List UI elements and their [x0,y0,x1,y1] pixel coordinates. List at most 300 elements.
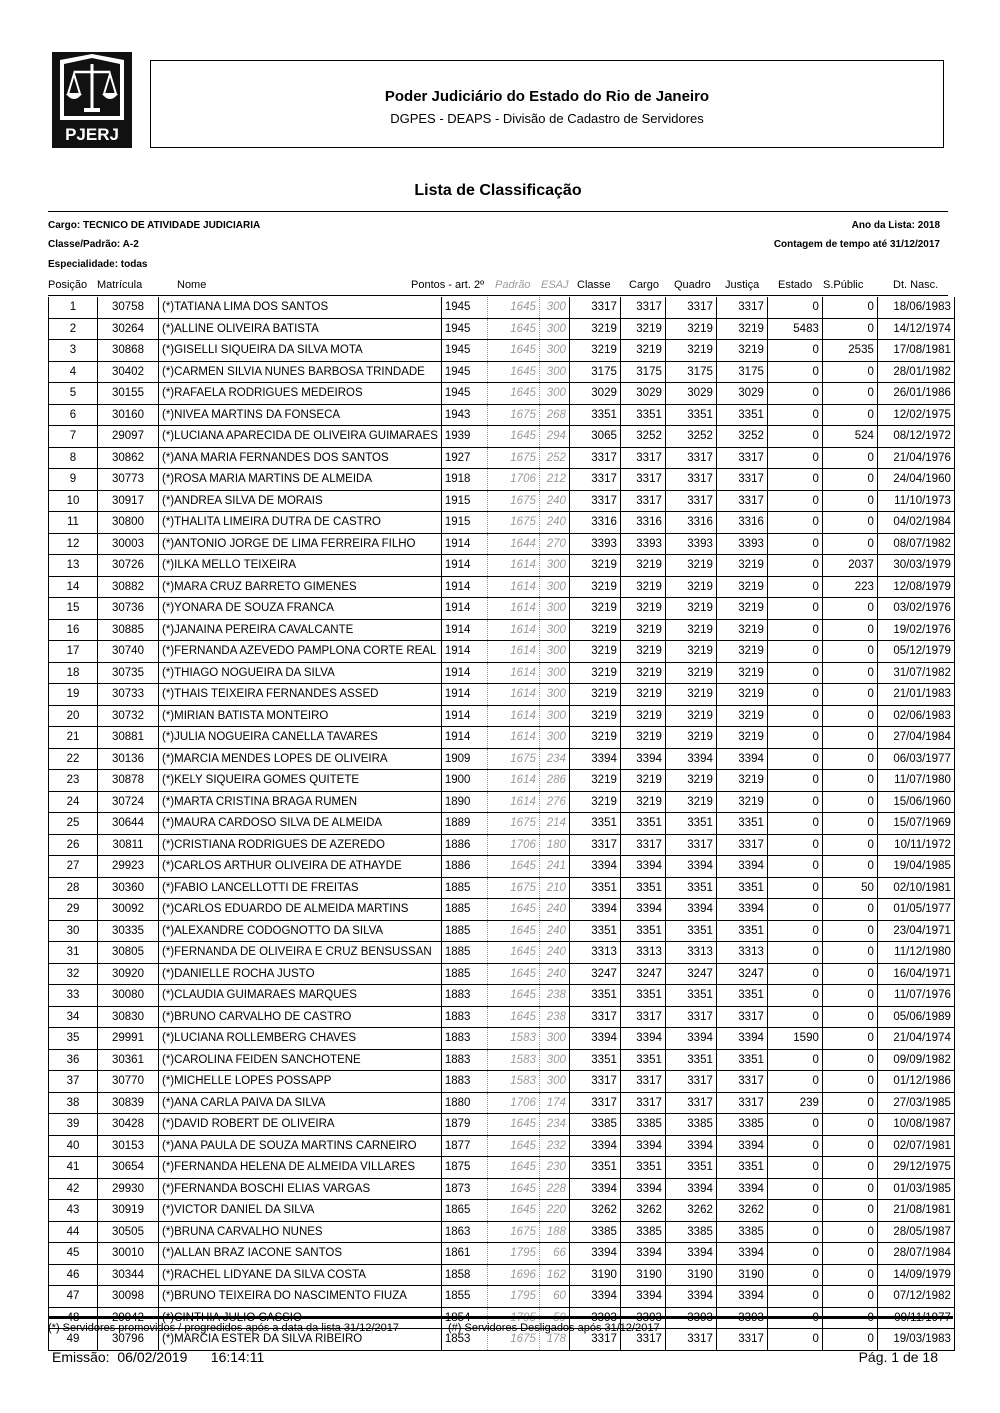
cell-estado: 0 [767,1114,822,1136]
cell-quadro: 3219 [665,340,716,362]
cell-spublic: 0 [822,1243,877,1265]
cell-justica: 3351 [716,920,767,942]
cell-nome: (*)BRUNO TEIXEIRA DO NASCIMENTO FIUZA [159,1286,442,1308]
cell-esaj: 300 [539,340,569,362]
cell-dtnasc: 11/10/1973 [877,490,954,512]
cell-pontos: 1939 [441,426,487,448]
cell-pontos: 1865 [441,1200,487,1222]
cell-matricula: 30335 [98,920,159,942]
cell-dtnasc: 28/07/1984 [877,1243,954,1265]
cell-dtnasc: 24/04/1960 [877,469,954,491]
cell-matricula: 30796 [98,1329,159,1351]
col-posicao: Posição [48,279,88,291]
header-box [150,60,944,148]
cell-classe: 3385 [569,1221,620,1243]
cell-posicao: 27 [49,856,98,878]
table-row [49,1243,955,1265]
cell-cargo: 3219 [620,684,665,706]
cell-justica: 3394 [716,1135,767,1157]
cell-padrao: 1706 [487,834,539,856]
cell-justica: 3252 [716,426,767,448]
cell-classe: 3394 [569,1178,620,1200]
cell-esaj: 300 [539,1028,569,1050]
cell-spublic: 0 [822,297,877,318]
cell-padrao: 1614 [487,598,539,620]
cell-nome: (*)ROSA MARIA MARTINS DE ALMEIDA [159,469,442,491]
title-divider [48,211,948,212]
cell-justica: 3190 [716,1264,767,1286]
cell-padrao: 1645 [487,1114,539,1136]
cell-classe: 3219 [569,576,620,598]
table-row [49,404,955,426]
cell-spublic: 0 [822,619,877,641]
cell-pontos: 1877 [441,1135,487,1157]
cell-justica: 3219 [716,641,767,663]
cell-quadro: 3219 [665,619,716,641]
cell-estado: 0 [767,1157,822,1179]
cell-estado: 239 [767,1092,822,1114]
cell-matricula: 30839 [98,1092,159,1114]
cell-quadro: 3351 [665,1157,716,1179]
cell-pontos: 1883 [441,1049,487,1071]
cell-esaj: 230 [539,1157,569,1179]
cell-matricula: 30136 [98,748,159,770]
cell-dtnasc: 02/10/1981 [877,877,954,899]
table-row [49,576,955,598]
cell-quadro: 3394 [665,1286,716,1308]
cell-dtnasc: 23/04/1971 [877,920,954,942]
cell-classe: 3385 [569,1114,620,1136]
cell-classe: 3219 [569,641,620,663]
cell-nome: (*)YONARA DE SOUZA FRANCA [159,598,442,620]
cell-pontos: 1855 [441,1286,487,1308]
cell-quadro: 3313 [665,942,716,964]
cell-posicao: 43 [49,1200,98,1222]
table-row [49,598,955,620]
cell-posicao: 22 [49,748,98,770]
cell-spublic: 0 [822,598,877,620]
cell-padrao: 1675 [487,877,539,899]
cell-estado: 0 [767,340,822,362]
table-row [49,1264,955,1286]
cell-nome: (*)THAIS TEIXEIRA FERNANDES ASSED [159,684,442,706]
cell-pontos: 1883 [441,1006,487,1028]
cell-quadro: 3247 [665,963,716,985]
cell-posicao: 29 [49,899,98,921]
cell-spublic: 0 [822,920,877,942]
cell-posicao: 1 [49,297,98,318]
cell-estado: 0 [767,791,822,813]
cell-matricula: 30733 [98,684,159,706]
table-row [49,447,955,469]
table-row [49,1200,955,1222]
cell-matricula: 30080 [98,985,159,1007]
cell-esaj: 300 [539,1049,569,1071]
cell-justica: 3219 [716,770,767,792]
cell-nome: (*)ALLAN BRAZ IACONE SANTOS [159,1243,442,1265]
cell-padrao: 1614 [487,662,539,684]
cell-nome: (*)CARLOS EDUARDO DE ALMEIDA MARTINS [159,899,442,921]
cell-pontos: 1915 [441,490,487,512]
cell-classe: 3219 [569,684,620,706]
cell-nome: (*)JULIA NOGUEIRA CANELLA TAVARES [159,727,442,749]
cell-matricula: 30758 [98,297,159,318]
cell-quadro: 3219 [665,791,716,813]
cell-cargo: 3317 [620,297,665,318]
cell-esaj: 294 [539,426,569,448]
cell-justica: 3219 [716,705,767,727]
cell-nome: (*)NIVEA MARTINS DA FONSECA [159,404,442,426]
cell-justica: 3219 [716,684,767,706]
cell-padrao: 1706 [487,1092,539,1114]
cell-dtnasc: 21/01/1983 [877,684,954,706]
cell-spublic: 0 [822,1114,877,1136]
cell-dtnasc: 16/04/1971 [877,963,954,985]
cell-pontos: 1945 [441,318,487,340]
cell-posicao: 49 [49,1329,98,1351]
cell-dtnasc: 11/07/1980 [877,770,954,792]
cell-justica: 3316 [716,512,767,534]
cell-cargo: 3385 [620,1114,665,1136]
col-estado: Estado [778,279,813,291]
cell-justica: 3317 [716,447,767,469]
cell-nome: (*)ALLINE OLIVEIRA BATISTA [159,318,442,340]
cell-justica: 3351 [716,1049,767,1071]
especialidade-label: Especialidade: todas [48,259,148,270]
cell-nome: (*)CARMEN SILVIA NUNES BARBOSA TRINDADE [159,361,442,383]
cell-estado: 0 [767,297,822,318]
cell-spublic: 0 [822,404,877,426]
cell-dtnasc: 18/06/1983 [877,297,954,318]
cell-dtnasc: 19/02/1976 [877,619,954,641]
table-row [49,297,955,318]
cell-quadro: 3317 [665,834,716,856]
cell-cargo: 3219 [620,318,665,340]
cell-matricula: 30361 [98,1049,159,1071]
cell-nome: (*)MARA CRUZ BARRETO GIMENES [159,576,442,598]
cell-cargo: 3317 [620,469,665,491]
cell-posicao: 7 [49,426,98,448]
cell-padrao: 1795 [487,1307,539,1329]
cell-matricula: 30360 [98,877,159,899]
cell-estado: 0 [767,512,822,534]
cell-posicao: 40 [49,1135,98,1157]
cell-posicao: 25 [49,813,98,835]
cell-esaj: 60 [539,1286,569,1308]
cell-esaj: 238 [539,1006,569,1028]
cell-justica: 3394 [716,1243,767,1265]
cell-dtnasc: 05/12/1979 [877,641,954,663]
cell-quadro: 3317 [665,1006,716,1028]
cell-nome: (*)THALITA LIMEIRA DUTRA DE CASTRO [159,512,442,534]
cell-esaj: 241 [539,856,569,878]
cell-cargo: 3175 [620,361,665,383]
cell-esaj: 300 [539,361,569,383]
cell-quadro: 3394 [665,748,716,770]
cell-classe: 3317 [569,1092,620,1114]
cell-cargo: 3394 [620,748,665,770]
cell-matricula: 30155 [98,383,159,405]
page-number: Pág. 1 de 18 [858,1349,938,1365]
cell-matricula: 30919 [98,1200,159,1222]
cell-spublic: 0 [822,963,877,985]
cell-matricula: 30885 [98,619,159,641]
cell-estado: 0 [767,1200,822,1222]
org-subtitle: DGPES - DEAPS - Divisão de Cadastro de Servidores [390,111,704,126]
cell-nome: (*)JANAINA PEREIRA CAVALCANTE [159,619,442,641]
cell-classe: 3394 [569,1243,620,1265]
cell-pontos: 1909 [441,748,487,770]
cell-justica: 3317 [716,469,767,491]
cell-spublic: 0 [822,834,877,856]
col-quadro: Quadro [674,279,711,291]
cell-spublic: 0 [822,899,877,921]
table-row [49,834,955,856]
cell-posicao: 24 [49,791,98,813]
cell-pontos: 1945 [441,297,487,318]
table-row [49,684,955,706]
cell-matricula: 30010 [98,1243,159,1265]
table-row [49,340,955,362]
cell-classe: 3219 [569,318,620,340]
cell-justica: 3351 [716,877,767,899]
cell-dtnasc: 17/08/1981 [877,340,954,362]
cell-matricula: 30402 [98,361,159,383]
cell-padrao: 1614 [487,555,539,577]
cell-classe: 3394 [569,1135,620,1157]
cell-esaj: 300 [539,619,569,641]
cell-padrao: 1675 [487,813,539,835]
cell-cargo: 3317 [620,1329,665,1351]
cell-cargo: 3247 [620,963,665,985]
emissao-date: 06/02/2019 [117,1349,188,1365]
cell-matricula: 30917 [98,490,159,512]
cell-quadro: 3317 [665,297,716,318]
cell-dtnasc: 12/02/1975 [877,404,954,426]
cell-dtnasc: 06/03/1977 [877,748,954,770]
footer-divider [48,1316,953,1319]
cell-classe: 3247 [569,963,620,985]
table-row [49,383,955,405]
cell-padrao: 1645 [487,383,539,405]
cell-estado: 0 [767,426,822,448]
cell-spublic: 0 [822,469,877,491]
cell-pontos: 1915 [441,512,487,534]
cell-nome: (*)ILKA MELLO TEIXEIRA [159,555,442,577]
cell-cargo: 3394 [620,899,665,921]
cell-padrao: 1614 [487,770,539,792]
cell-pontos: 1914 [441,598,487,620]
cell-estado: 0 [767,383,822,405]
cell-padrao: 1645 [487,1006,539,1028]
table-row [49,469,955,491]
cell-estado: 0 [767,1071,822,1093]
cell-estado: 0 [767,469,822,491]
cell-esaj: 210 [539,877,569,899]
cell-classe: 3219 [569,555,620,577]
cell-estado: 0 [767,856,822,878]
cell-cargo: 3219 [620,641,665,663]
cell-quadro: 3351 [665,877,716,899]
cell-cargo: 3351 [620,813,665,835]
cell-padrao: 1614 [487,684,539,706]
cell-esaj: 268 [539,404,569,426]
cell-nome: (*)MAURA CARDOSO SILVA DE ALMEIDA [159,813,442,835]
cell-esaj: 286 [539,770,569,792]
table-row [49,490,955,512]
cell-spublic: 0 [822,1307,877,1329]
cell-justica: 3317 [716,490,767,512]
cell-classe: 3317 [569,1006,620,1028]
cell-estado: 0 [767,1307,822,1329]
col-classe: Classe [577,279,611,291]
cell-spublic: 0 [822,662,877,684]
cell-pontos: 1853 [441,1329,487,1351]
cell-padrao: 1645 [487,942,539,964]
cell-justica: 3394 [716,899,767,921]
cell-classe: 3219 [569,770,620,792]
cell-estado: 0 [767,662,822,684]
cell-nome: (*)BRUNO CARVALHO DE CASTRO [159,1006,442,1028]
cell-dtnasc: 01/12/1986 [877,1071,954,1093]
cell-nome: (*)MIRIAN BATISTA MONTEIRO [159,705,442,727]
cell-nome: (*)CLAUDIA GUIMARAES MARQUES [159,985,442,1007]
cell-justica: 3385 [716,1221,767,1243]
cell-spublic: 0 [822,1329,877,1351]
cell-matricula: 30505 [98,1221,159,1243]
cell-dtnasc: 09/11/1977 [877,1307,954,1329]
col-pontos: Pontos - art. 2º [411,279,485,291]
cell-cargo: 3219 [620,340,665,362]
cell-estado: 0 [767,770,822,792]
cell-justica: 3219 [716,318,767,340]
cell-estado: 0 [767,834,822,856]
cell-quadro: 3385 [665,1114,716,1136]
cell-dtnasc: 15/06/1960 [877,791,954,813]
cell-spublic: 0 [822,1200,877,1222]
cell-posicao: 9 [49,469,98,491]
cell-spublic: 2535 [822,340,877,362]
cell-quadro: 3262 [665,1200,716,1222]
cell-dtnasc: 10/08/1987 [877,1114,954,1136]
cell-matricula: 30735 [98,662,159,684]
col-spublic: S.Públic [823,279,864,291]
cell-estado: 0 [767,727,822,749]
cell-posicao: 17 [49,641,98,663]
cell-posicao: 33 [49,985,98,1007]
cell-pontos: 1879 [441,1114,487,1136]
cell-padrao: 1675 [487,1221,539,1243]
cell-posicao: 12 [49,533,98,555]
cell-cargo: 3351 [620,877,665,899]
cell-estado: 0 [767,684,822,706]
cell-dtnasc: 04/02/1984 [877,512,954,534]
cell-quadro: 3393 [665,1307,716,1329]
cell-spublic: 0 [822,1221,877,1243]
cell-dtnasc: 19/04/1985 [877,856,954,878]
cell-matricula: 29942 [98,1307,159,1329]
cell-padrao: 1795 [487,1243,539,1265]
cell-spublic: 0 [822,985,877,1007]
cell-dtnasc: 02/07/1981 [877,1135,954,1157]
cell-cargo: 3219 [620,791,665,813]
cell-nome: (*)ANA CARLA PAIVA DA SILVA [159,1092,442,1114]
table-row [49,619,955,641]
cell-cargo: 3351 [620,920,665,942]
cell-classe: 3351 [569,1049,620,1071]
cell-justica: 3317 [716,1006,767,1028]
cell-classe: 3219 [569,598,620,620]
cell-matricula: 30740 [98,641,159,663]
cell-nome: (*)THIAGO NOGUEIRA DA SILVA [159,662,442,684]
cell-spublic: 0 [822,383,877,405]
cell-justica: 3317 [716,1092,767,1114]
cell-quadro: 3219 [665,770,716,792]
cell-padrao: 1645 [487,361,539,383]
cell-quadro: 3317 [665,1071,716,1093]
cell-classe: 3317 [569,1329,620,1351]
cell-cargo: 3393 [620,1307,665,1329]
cell-quadro: 3351 [665,813,716,835]
cell-justica: 3394 [716,1286,767,1308]
cell-quadro: 3351 [665,404,716,426]
cell-matricula: 30428 [98,1114,159,1136]
cell-cargo: 3313 [620,942,665,964]
cell-quadro: 3219 [665,576,716,598]
cell-esaj: 300 [539,641,569,663]
cell-matricula: 30726 [98,555,159,577]
table-row [49,770,955,792]
cell-pontos: 1914 [441,684,487,706]
cell-padrao: 1645 [487,963,539,985]
cell-padrao: 1583 [487,1071,539,1093]
cell-nome: (*)DANIELLE ROCHA JUSTO [159,963,442,985]
cell-estado: 0 [767,705,822,727]
cell-matricula: 30092 [98,899,159,921]
cell-quadro: 3351 [665,1049,716,1071]
cell-spublic: 0 [822,791,877,813]
cell-padrao: 1614 [487,791,539,813]
cell-dtnasc: 14/12/1974 [877,318,954,340]
cell-esaj: 240 [539,942,569,964]
cell-pontos: 1889 [441,813,487,835]
cell-nome: (*)LUCIANA APARECIDA DE OLIVEIRA GUIMARAES [159,426,442,448]
cell-esaj: 232 [539,1135,569,1157]
table-row [49,361,955,383]
cell-cargo: 3394 [620,1028,665,1050]
cell-classe: 3394 [569,899,620,921]
cell-posicao: 26 [49,834,98,856]
cell-cargo: 3317 [620,834,665,856]
cell-quadro: 3394 [665,856,716,878]
cell-classe: 3393 [569,533,620,555]
cell-classe: 3317 [569,469,620,491]
table-row [49,985,955,1007]
cell-justica: 3351 [716,404,767,426]
cell-posicao: 41 [49,1157,98,1179]
cell-nome: (*)MARCIA MENDES LOPES DE OLIVEIRA [159,748,442,770]
cell-justica: 3313 [716,942,767,964]
cell-nome: (*)DAVID ROBERT DE OLIVEIRA [159,1114,442,1136]
cell-cargo: 3219 [620,705,665,727]
table-row [49,1135,955,1157]
cell-posicao: 15 [49,598,98,620]
cell-justica: 3262 [716,1200,767,1222]
cell-pontos: 1886 [441,834,487,856]
cell-esaj: 300 [539,727,569,749]
cell-quadro: 3029 [665,383,716,405]
cell-esaj: 220 [539,1200,569,1222]
